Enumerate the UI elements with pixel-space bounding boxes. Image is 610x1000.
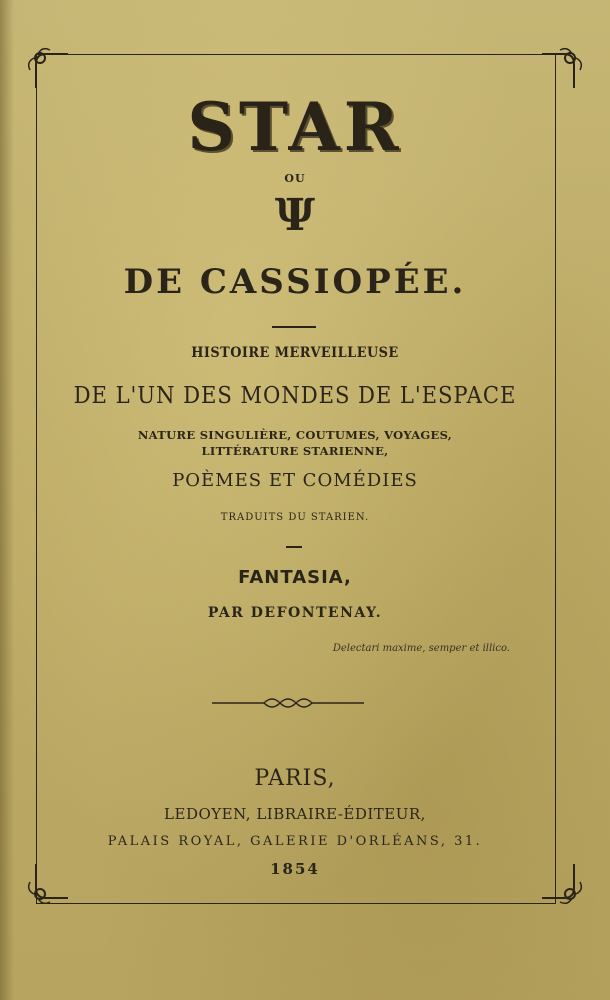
- corner-ornament-icon: [24, 44, 70, 90]
- poemes-line: POÈMES ET COMÉDIES: [172, 470, 418, 491]
- traduits-line: TRADUITS DU STARIEN.: [220, 512, 370, 523]
- flourish-ornament-icon: [212, 694, 364, 712]
- spine-shadow: [0, 0, 14, 1000]
- imprint-year: 1854: [270, 860, 320, 878]
- cover-title: STAR: [187, 88, 403, 166]
- fantasia-line: FANTASIA,: [238, 567, 352, 588]
- nature-line: NATURE SINGULIÈRE, COUTUMES, VOYAGES,: [137, 428, 453, 442]
- author-line: PAR DEFONTENAY.: [207, 605, 383, 621]
- title-connector: OU: [284, 172, 306, 185]
- corner-ornament-icon: [540, 44, 586, 90]
- histoire-line: HISTOIRE MERVEILLEUSE: [191, 345, 399, 361]
- divider-rule: [286, 546, 302, 548]
- divider-rule: [272, 326, 316, 328]
- motto-epigraph: Delectari maxime, semper et illico.: [332, 643, 510, 654]
- imprint-address: PALAIS ROYAL, GALERIE D'ORLÉANS, 31.: [107, 834, 483, 849]
- imprint-city: PARIS,: [254, 766, 336, 791]
- imprint-publisher: LEDOYEN, LIBRAIRE-ÉDITEUR,: [164, 805, 426, 823]
- psi-symbol: Ψ: [274, 190, 316, 241]
- mondes-line: DE L'UN DES MONDES DE L'ESPACE: [73, 383, 517, 409]
- litterature-line: LITTÉRATURE STARIENNE,: [201, 444, 389, 458]
- cover-subtitle: DE CASSIOPÉE.: [123, 262, 467, 302]
